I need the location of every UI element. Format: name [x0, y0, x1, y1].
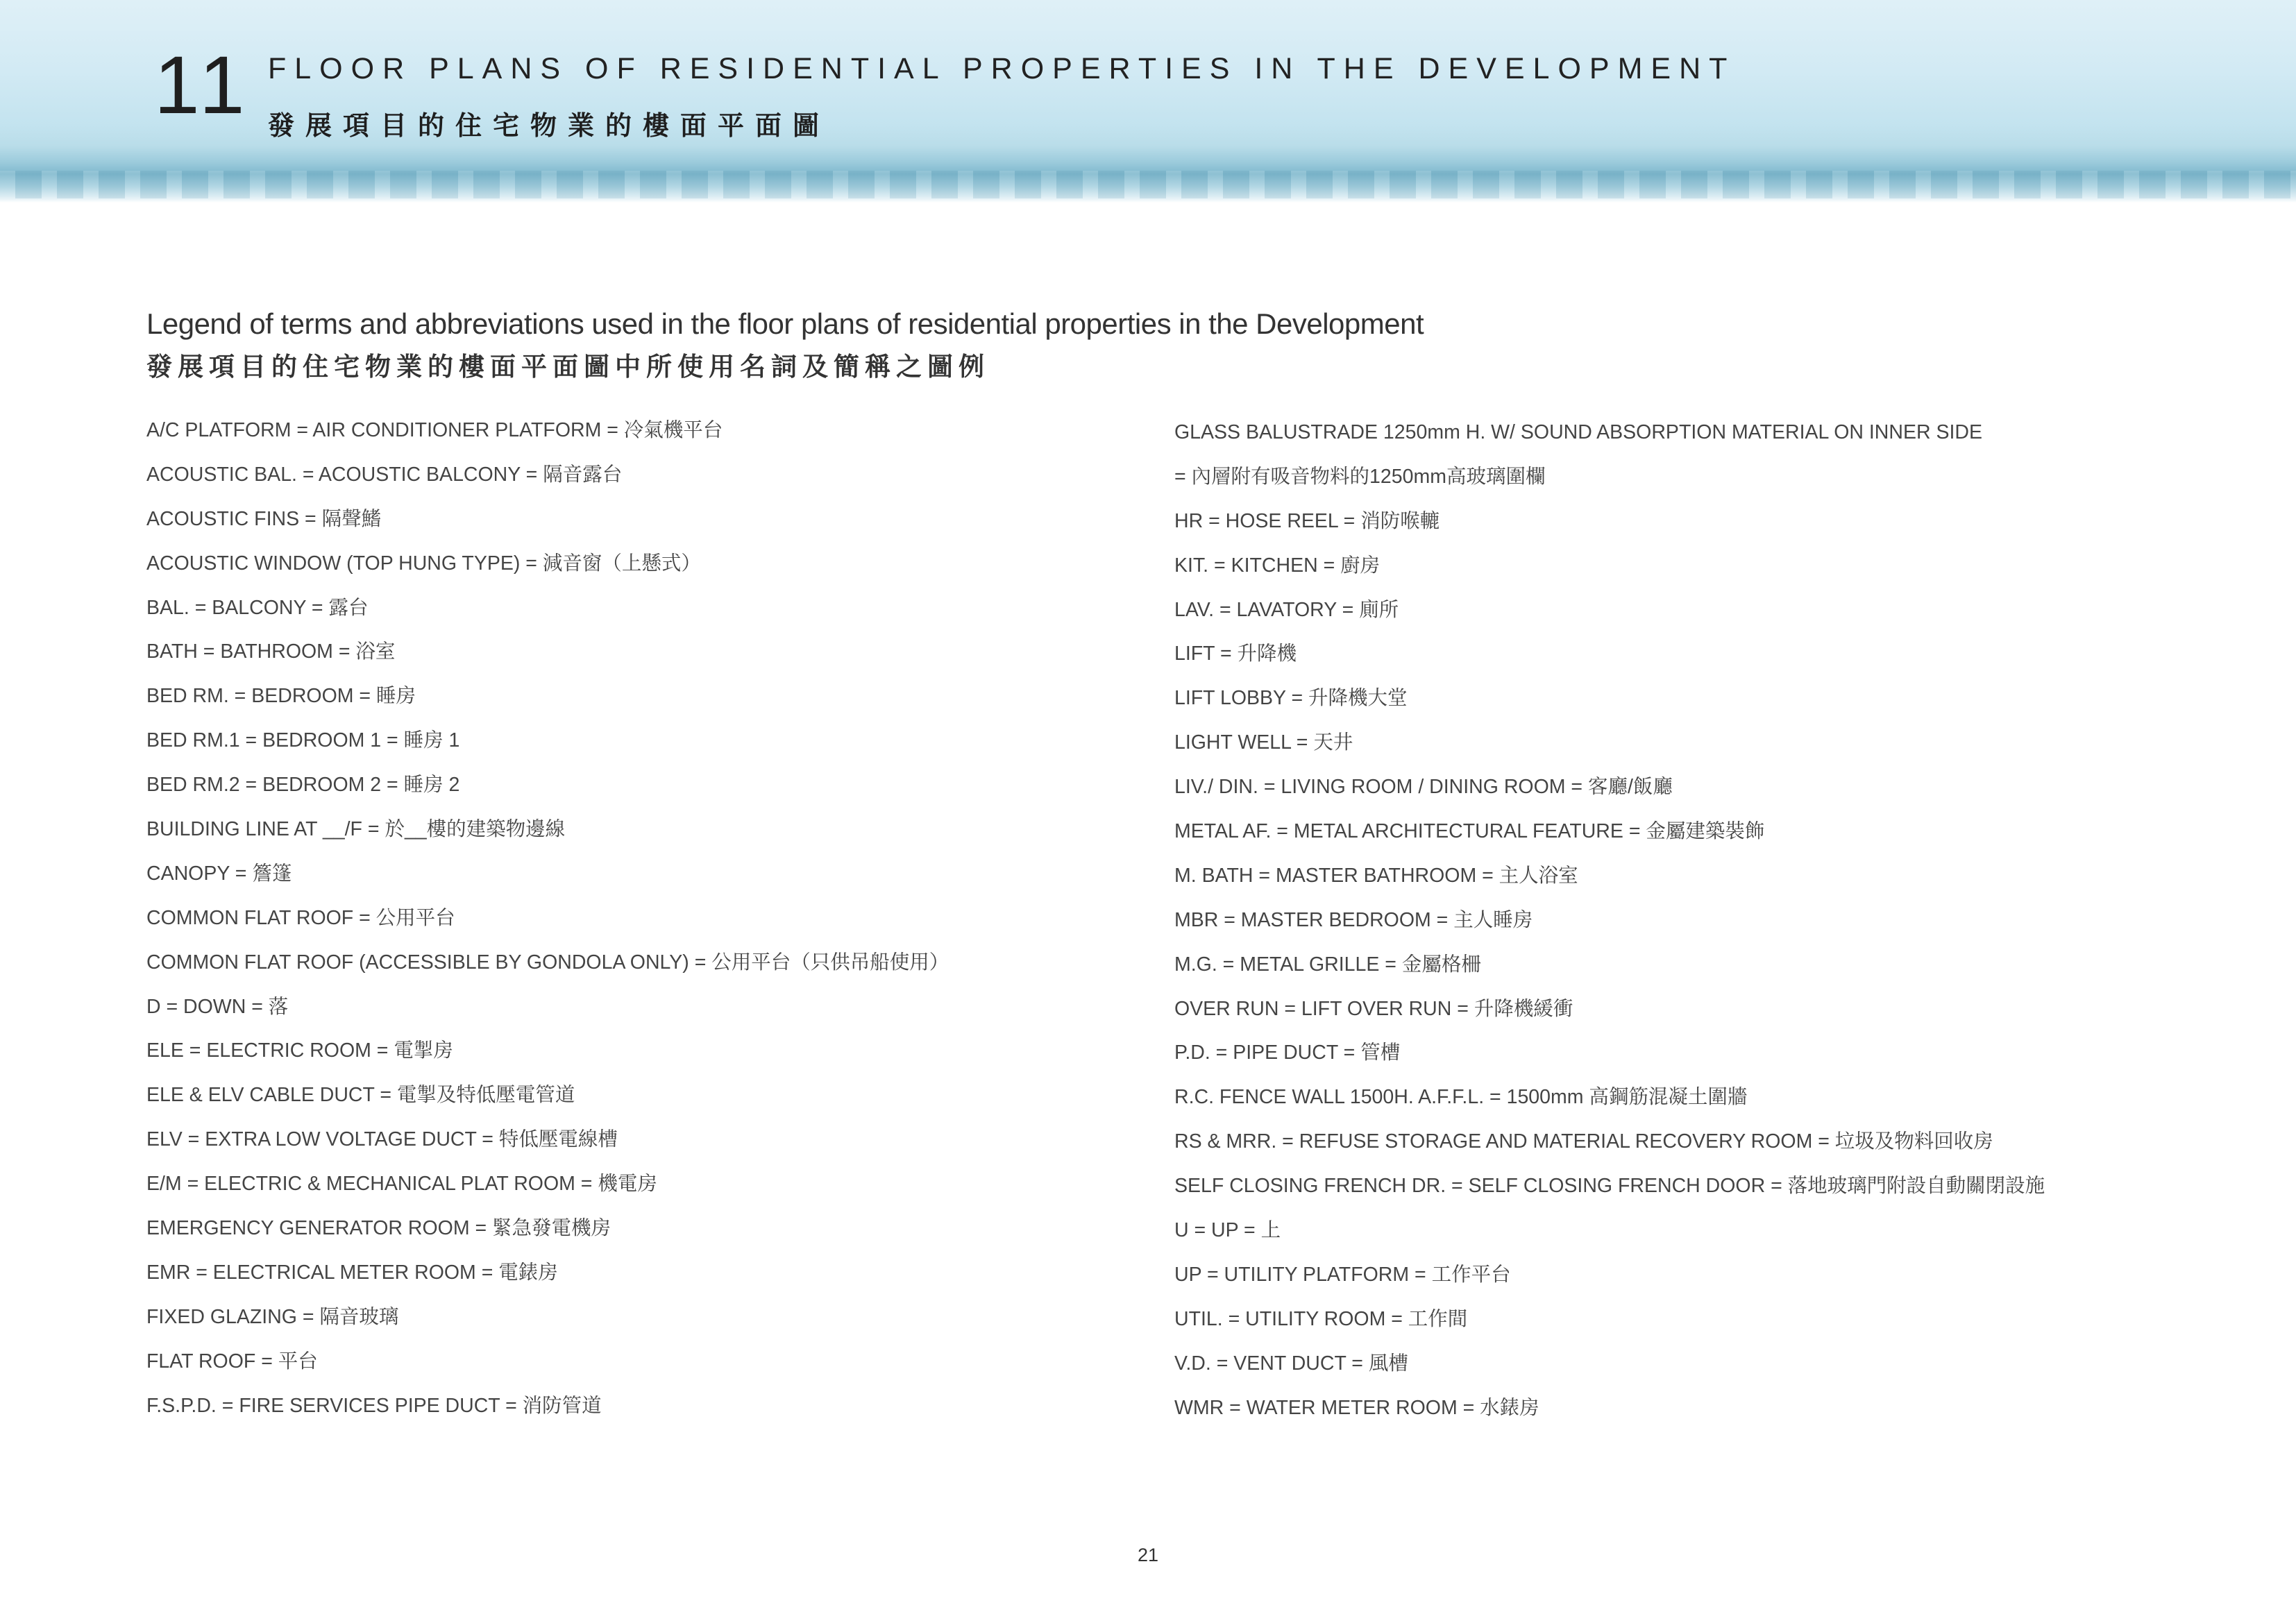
legend-item: RS & MRR. = REFUSE STORAGE AND MATERIAL RECOVERY ROOM = 垃圾及物料回收房	[1174, 1130, 1993, 1153]
legend-item: A/C PLATFORM = AIR CONDITIONER PLATFORM = 冷氣機平台	[146, 419, 723, 441]
legend-item: BAL. = BALCONY = 露台	[146, 596, 369, 619]
legend-item: ACOUSTIC WINDOW (TOP HUNG TYPE) = 減音窗（上懸式）	[146, 552, 701, 575]
legend-item: LIFT LOBBY = 升降機大堂	[1174, 687, 1408, 710]
legend-item: BATH = BATHROOM = 浴室	[146, 640, 396, 663]
legend-item: ACOUSTIC FINS = 隔聲鰭	[146, 507, 382, 530]
legend-item: BED RM.2 = BEDROOM 2 = 睡房 2	[146, 774, 460, 797]
legend-item: UP = UTILITY PLATFORM = 工作平台	[1174, 1263, 1511, 1286]
legend-item: BED RM. = BEDROOM = 睡房	[146, 685, 416, 708]
legend-item: KIT. = KITCHEN = 廚房	[1174, 554, 1381, 577]
header-banner	[0, 0, 2296, 203]
legend-item: P.D. = PIPE DUCT = 管槽	[1174, 1042, 1401, 1064]
legend-item: EMERGENCY GENERATOR ROOM = 緊急發電機房	[146, 1217, 611, 1240]
legend-item: ELE = ELECTRIC ROOM = 電掣房	[146, 1039, 453, 1062]
legend-item: LIV./ DIN. = LIVING ROOM / DINING ROOM = 客廳/飯廳	[1174, 776, 1673, 799]
legend-item: MBR = MASTER BEDROOM = 主人睡房	[1174, 908, 1533, 931]
legend-item: EMR = ELECTRICAL METER ROOM = 電錶房	[146, 1261, 558, 1284]
legend-item: METAL AF. = METAL ARCHITECTURAL FEATURE = 金屬建築裝飾	[1174, 820, 1765, 843]
section-number: 11	[154, 40, 251, 131]
legend-item: LIGHT WELL = 天井	[1174, 731, 1353, 754]
legend-item: UTIL. = UTILITY ROOM = 工作間	[1174, 1307, 1468, 1330]
legend-item: = 內層附有吸音物料的1250mm高玻璃圍欄	[1174, 465, 1546, 488]
legend-item: LIFT = 升降機	[1174, 643, 1297, 665]
legend-item: FIXED GLAZING = 隔音玻璃	[146, 1305, 399, 1328]
page-number: 21	[1137, 1545, 1159, 1565]
legend-item: U = UP = 上	[1174, 1219, 1281, 1242]
legend-item: HR = HOSE REEL = 消防喉轆	[1174, 509, 1440, 532]
legend-item: BUILDING LINE AT __/F = 於__樓的建築物邊線	[146, 818, 566, 841]
legend-item: COMMON FLAT ROOF (ACCESSIBLE BY GONDOLA ONLY) = 公用平台（只供吊船使用）	[146, 951, 949, 974]
legend-item: OVER RUN = LIFT OVER RUN = 升降機緩衝	[1174, 997, 1573, 1020]
legend-item: BED RM.1 = BEDROOM 1 = 睡房 1	[146, 729, 460, 752]
legend-item: COMMON FLAT ROOF = 公用平台	[146, 906, 455, 929]
legend-item: CANOPY = 簷篷	[146, 862, 292, 885]
legend-item: V.D. = VENT DUCT = 風槽	[1174, 1352, 1408, 1375]
legend-item: M.G. = METAL GRILLE = 金屬格柵	[1174, 953, 1481, 976]
legend-item: FLAT ROOF = 平台	[146, 1350, 318, 1373]
legend-item: ACOUSTIC BAL. = ACOUSTIC BALCONY = 隔音露台	[146, 463, 623, 486]
legend-title-chinese: 發展項目的住宅物業的樓面平面圖中所使用名詞及簡稱之圖例	[146, 352, 990, 381]
legend-item: ELE & ELV CABLE DUCT = 電掣及特低壓電管道	[146, 1084, 575, 1107]
legend-item: E/M = ELECTRIC & MECHANICAL PLAT ROOM = 機電房	[146, 1173, 657, 1196]
legend-item: LAV. = LAVATORY = 廁所	[1174, 598, 1399, 621]
section-title-chinese: 發展項目的住宅物業的樓面平面圖	[268, 112, 831, 141]
legend-list-right	[1174, 418, 2045, 1438]
legend-list-left	[146, 416, 949, 1436]
legend-item: R.C. FENCE WALL 1500H. A.F.F.L. = 1500mm 高鋼筋混凝土圍牆	[1174, 1086, 1748, 1109]
section-title-english: FLOOR PLANS OF RESIDENTIAL PROPERTIES IN THE DEVELOPMENT	[268, 52, 1736, 85]
legend-item: ELV = EXTRA LOW VOLTAGE DUCT = 特低壓電線槽	[146, 1128, 618, 1151]
legend-item: GLASS BALUSTRADE 1250mm H. W/ SOUND ABSORPTION MATERIAL ON INNER SIDE	[1174, 421, 1982, 443]
legend-item: F.S.P.D. = FIRE SERVICES PIPE DUCT = 消防管道	[146, 1394, 602, 1417]
legend-title-english: Legend of terms and abbreviations used in the floor plans of residential properties in the Development	[146, 307, 1424, 340]
legend-item: M. BATH = MASTER BATHROOM = 主人浴室	[1174, 864, 1578, 887]
legend-item: WMR = WATER METER ROOM = 水錶房	[1174, 1396, 1539, 1419]
legend-item: D = DOWN = 落	[146, 995, 289, 1018]
legend-item: SELF CLOSING FRENCH DR. = SELF CLOSING FRENCH DOOR = 落地玻璃門附設自動關閉設施	[1174, 1175, 2045, 1198]
